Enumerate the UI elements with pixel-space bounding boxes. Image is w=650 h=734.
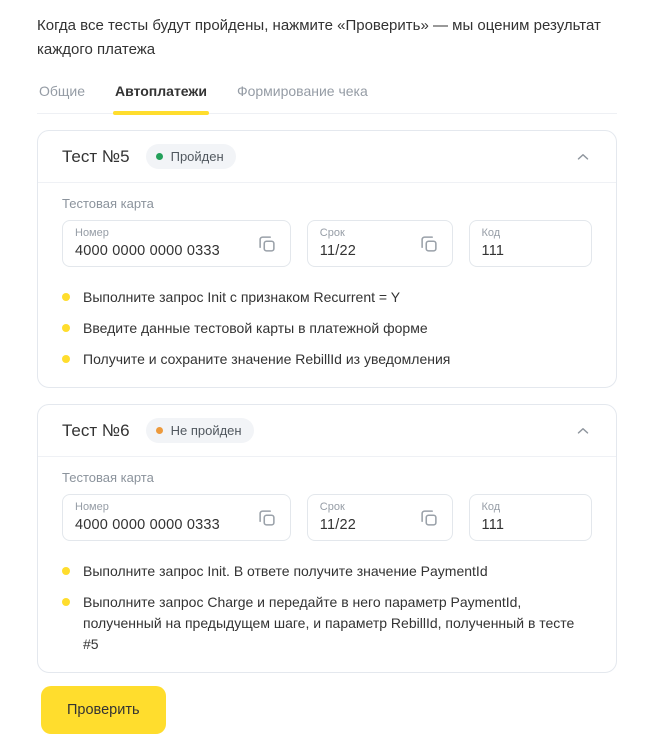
card-fields-row: [62, 220, 592, 267]
status-dot-icon: [156, 427, 163, 434]
step-text: Выполните запрос Init. В ответе получите значение PaymentId: [83, 563, 488, 579]
card-expiry-field[interactable]: [307, 494, 453, 541]
card-fields-row: [62, 494, 592, 541]
card-cvc-field[interactable]: [469, 494, 593, 541]
card-expiry-field[interactable]: [307, 220, 453, 267]
test-title: Тест №5: [62, 146, 130, 166]
card-number-label: Номер: [75, 501, 109, 513]
card-expiry-label: Срок: [319, 501, 345, 513]
check-button[interactable]: Проверить: [41, 686, 166, 734]
list-item: [62, 313, 592, 344]
card-expiry-label: Срок: [319, 227, 345, 239]
bullet-dot-icon: [62, 355, 70, 363]
step-text: Выполните запрос Init с признаком Recurrent = Y: [83, 289, 401, 305]
status-label: Пройден: [170, 149, 224, 164]
collapse-chevron-up-icon[interactable]: [572, 420, 594, 442]
list-item: [62, 282, 592, 313]
list-item: [62, 587, 592, 660]
list-item: [62, 344, 592, 375]
test-card-6-body: [38, 457, 616, 672]
bullet-dot-icon: [62, 293, 70, 301]
status-dot-icon: [156, 153, 163, 160]
card-cvc-field[interactable]: [469, 220, 593, 267]
copy-icon[interactable]: [416, 505, 442, 531]
status-badge: [146, 418, 254, 443]
tab-autopayments[interactable]: Автоплатежи: [113, 79, 209, 113]
card-expiry-value: 11/22: [319, 243, 357, 259]
bullet-dot-icon: [62, 324, 70, 332]
status-label: Не пройден: [170, 423, 242, 438]
test-card-section-label: Тестовая карта: [62, 196, 154, 211]
step-text: Выполните запрос Charge и передайте в него параметр PaymentId, полученный на предыдущем шаге, и параметр RebillId, полученный в тесте #5: [83, 594, 575, 652]
tab-general[interactable]: Общие: [39, 83, 86, 99]
test-card-5: [37, 130, 617, 388]
card-number-value: 4000 0000 0000 0333: [75, 243, 220, 259]
copy-icon[interactable]: [416, 231, 442, 257]
test-title: Тест №6: [62, 420, 130, 440]
card-cvc-label: Код: [481, 227, 501, 239]
card-cvc-value: 111: [481, 517, 505, 533]
test-card-6-header: [38, 405, 616, 457]
card-number-label: Номер: [75, 227, 109, 239]
card-cvc-value: 111: [481, 243, 505, 259]
bullet-dot-icon: [62, 598, 70, 606]
step-text: Введите данные тестовой карты в платежной форме: [83, 320, 428, 336]
list-item: [62, 556, 592, 587]
collapse-chevron-up-icon[interactable]: [572, 146, 594, 168]
test-card-6: [37, 404, 617, 673]
card-number-field[interactable]: [62, 494, 291, 541]
test-card-5-body: [38, 183, 616, 387]
test-steps-list: [62, 556, 592, 660]
tab-receipt-generation[interactable]: Формирование чека: [236, 83, 368, 99]
step-text: Получите и сохраните значение RebillId из уведомления: [83, 351, 451, 367]
copy-icon[interactable]: [254, 231, 280, 257]
card-cvc-label: Код: [481, 501, 501, 513]
bullet-dot-icon: [62, 567, 70, 575]
card-expiry-value: 11/22: [319, 517, 357, 533]
card-number-field[interactable]: [62, 220, 291, 267]
copy-icon[interactable]: [254, 505, 280, 531]
intro-text: Когда все тесты будут пройдены, нажмите «Проверить» — мы оценим результат каждого платежа: [37, 17, 601, 58]
test-card-section-label: Тестовая карта: [62, 470, 154, 485]
test-card-5-header: [38, 131, 616, 183]
tab-bar: [37, 79, 617, 114]
status-badge: [146, 144, 236, 169]
test-steps-list: [62, 282, 592, 375]
card-number-value: 4000 0000 0000 0333: [75, 517, 220, 533]
